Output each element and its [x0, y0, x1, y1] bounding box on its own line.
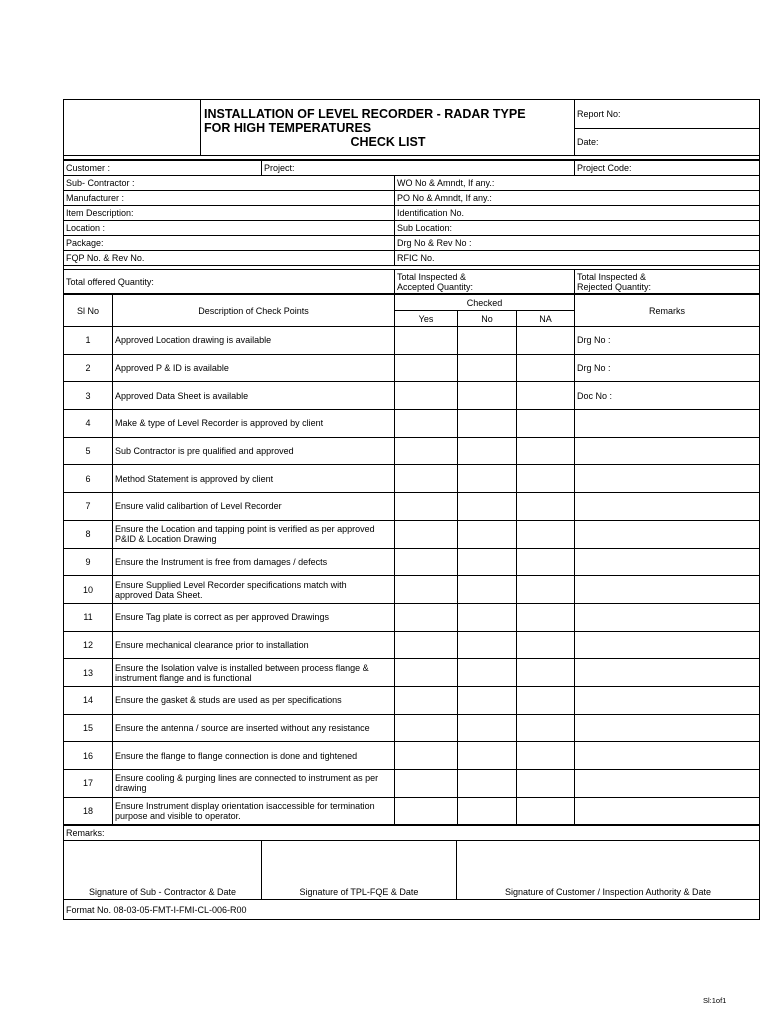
table-row — [64, 437, 760, 465]
row-na — [517, 576, 575, 604]
rfic-no-label: RFIC No. — [395, 251, 760, 266]
row-yes — [395, 354, 458, 382]
row-number: 1 — [64, 327, 113, 355]
row-no — [458, 382, 517, 410]
total-rejected-label — [575, 270, 760, 294]
row-description — [113, 382, 395, 410]
row-na — [517, 631, 575, 659]
row-description — [113, 493, 395, 521]
col-checked: Checked — [395, 295, 575, 311]
row-description-line-1: Ensure the gasket & studs are used as per specifications — [115, 695, 342, 706]
row-no — [458, 603, 517, 631]
table-row — [64, 493, 760, 521]
row-remark — [575, 797, 760, 825]
row-description — [113, 327, 395, 355]
row-no — [458, 437, 517, 465]
row-description-line-2: instrument flange and is functional — [115, 672, 252, 683]
row-number: 7 — [64, 493, 113, 521]
drg-no-label: Drg No & Rev No : — [395, 236, 760, 251]
row-no — [458, 576, 517, 604]
row-yes — [395, 714, 458, 742]
row-description-line-1: Ensure Instrument display orientation isaccessible for termination — [115, 801, 375, 812]
identification-no-label: Identification No. — [395, 206, 760, 221]
package-label: Package: — [64, 236, 395, 251]
row-yes — [395, 576, 458, 604]
row-yes — [395, 465, 458, 493]
row-na — [517, 327, 575, 355]
row-na — [517, 520, 575, 548]
row-no — [458, 465, 517, 493]
row-description-line-1: Ensure valid calibartion of Level Recorder — [115, 501, 282, 512]
title-line-1: INSTALLATION OF LEVEL RECORDER - RADAR TYPE — [204, 106, 526, 121]
project-label: Project: — [262, 161, 575, 176]
format-no: Format No. 08-03-05-FMT-I-FMI-CL-006-R00 — [64, 900, 760, 920]
row-remark: Doc No : — [575, 382, 760, 410]
row-yes — [395, 659, 458, 687]
row-remark — [575, 659, 760, 687]
row-description-line-1: Make & type of Level Recorder is approved by client — [115, 418, 324, 429]
row-description — [113, 437, 395, 465]
checklist-table — [63, 294, 760, 825]
row-na — [517, 410, 575, 438]
row-number: 4 — [64, 410, 113, 438]
row-na — [517, 797, 575, 825]
table-row — [64, 382, 760, 410]
total-offered-label: Total offered Quantity: — [64, 270, 395, 294]
report-no-label: Report No: — [575, 100, 760, 129]
total-accepted-line-1: Total Inspected & — [397, 271, 467, 282]
row-description — [113, 410, 395, 438]
table-row — [64, 797, 760, 825]
col-remarks: Remarks — [575, 295, 760, 327]
table-row — [64, 770, 760, 798]
row-remark: Drg No : — [575, 354, 760, 382]
row-no — [458, 410, 517, 438]
total-rejected-line-2: Rejected Quantity: — [577, 281, 652, 292]
row-description — [113, 659, 395, 687]
row-remark — [575, 631, 760, 659]
row-remark — [575, 548, 760, 576]
signature-customer: Signature of Customer / Inspection Authority & Date — [457, 841, 760, 900]
table-row — [64, 520, 760, 548]
row-remark — [575, 603, 760, 631]
title-line-3: CHECK LIST — [350, 134, 426, 149]
row-yes — [395, 742, 458, 770]
row-description — [113, 797, 395, 825]
row-na — [517, 603, 575, 631]
col-description: Description of Check Points — [113, 295, 395, 327]
row-yes — [395, 327, 458, 355]
row-no — [458, 327, 517, 355]
table-row — [64, 742, 760, 770]
row-remark — [575, 465, 760, 493]
sub-contractor-label: Sub- Contractor : — [64, 176, 395, 191]
row-no — [458, 742, 517, 770]
row-number: 2 — [64, 354, 113, 382]
row-na — [517, 465, 575, 493]
row-number: 13 — [64, 659, 113, 687]
row-number: 6 — [64, 465, 113, 493]
row-no — [458, 714, 517, 742]
row-remark — [575, 742, 760, 770]
table-row — [64, 659, 760, 687]
row-description — [113, 520, 395, 548]
row-number: 8 — [64, 520, 113, 548]
row-description-line-1: Ensure the Instrument is free from damages / defects — [115, 556, 328, 567]
row-description-line-1: Approved Location drawing is available — [115, 335, 272, 346]
table-row — [64, 354, 760, 382]
row-description — [113, 742, 395, 770]
row-yes — [395, 603, 458, 631]
row-remark — [575, 437, 760, 465]
row-na — [517, 437, 575, 465]
location-label: Location : — [64, 221, 395, 236]
signature-table — [63, 825, 760, 920]
table-row — [64, 714, 760, 742]
row-no — [458, 770, 517, 798]
row-description-line-2: purpose and visible to operator. — [115, 811, 241, 822]
row-remark: Drg No : — [575, 327, 760, 355]
wo-no-label: WO No & Amndt, If any.: — [395, 176, 760, 191]
document-title — [201, 100, 575, 156]
remarks-label: Remarks: — [64, 826, 760, 841]
row-number: 15 — [64, 714, 113, 742]
row-yes — [395, 520, 458, 548]
row-description — [113, 714, 395, 742]
row-na — [517, 382, 575, 410]
row-yes — [395, 797, 458, 825]
item-description-label: Item Description: — [64, 206, 395, 221]
po-no-label: PO No & Amndt, If any.: — [395, 191, 760, 206]
table-row — [64, 631, 760, 659]
row-description-line-1: Ensure cooling & purging lines are connected to instrument as per — [115, 773, 379, 784]
row-na — [517, 714, 575, 742]
row-description — [113, 603, 395, 631]
col-na: NA — [517, 311, 575, 327]
row-description-line-1: Sub Contractor is pre qualified and approved — [115, 446, 294, 457]
row-yes — [395, 631, 458, 659]
row-number: 9 — [64, 548, 113, 576]
table-row — [64, 686, 760, 714]
sub-location-label: Sub Location: — [395, 221, 760, 236]
row-no — [458, 797, 517, 825]
row-remark — [575, 520, 760, 548]
row-remark — [575, 770, 760, 798]
row-yes — [395, 410, 458, 438]
row-no — [458, 686, 517, 714]
row-description — [113, 354, 395, 382]
row-no — [458, 659, 517, 687]
row-remark — [575, 576, 760, 604]
row-yes — [395, 493, 458, 521]
row-remark — [575, 714, 760, 742]
row-yes — [395, 770, 458, 798]
manufacturer-label: Manufacturer : — [64, 191, 395, 206]
row-description-line-2: drawing — [115, 783, 147, 794]
total-accepted-label — [395, 270, 575, 294]
row-no — [458, 493, 517, 521]
row-description-line-1: Ensure the Location and tapping point is verified as per approved — [115, 524, 375, 535]
table-row — [64, 576, 760, 604]
row-remark — [575, 410, 760, 438]
row-na — [517, 493, 575, 521]
total-accepted-line-2: Accepted Quantity: — [397, 281, 474, 292]
row-description-line-1: Approved P & ID is available — [115, 363, 229, 374]
row-remark — [575, 686, 760, 714]
row-na — [517, 659, 575, 687]
row-number: 10 — [64, 576, 113, 604]
sheet-number: Sl:1of1 — [703, 996, 727, 1005]
row-na — [517, 548, 575, 576]
row-number: 17 — [64, 770, 113, 798]
checklist-sheet — [63, 99, 759, 920]
row-na — [517, 354, 575, 382]
row-description — [113, 465, 395, 493]
row-description — [113, 576, 395, 604]
table-row — [64, 548, 760, 576]
table-row — [64, 410, 760, 438]
row-number: 12 — [64, 631, 113, 659]
header-table — [63, 99, 760, 160]
total-rejected-line-1: Total Inspected & — [577, 271, 647, 282]
row-yes — [395, 437, 458, 465]
row-description — [113, 631, 395, 659]
row-number: 14 — [64, 686, 113, 714]
row-description — [113, 770, 395, 798]
row-na — [517, 770, 575, 798]
fqp-no-label: FQP No. & Rev No. — [64, 251, 395, 266]
info-table — [63, 160, 760, 294]
row-no — [458, 520, 517, 548]
row-description-line-1: Ensure the flange to flange connection is done and tightened — [115, 750, 358, 761]
col-sl-no: Sl No — [64, 295, 113, 327]
table-row — [64, 465, 760, 493]
row-description-line-1: Method Statement is approved by client — [115, 473, 274, 484]
col-no: No — [458, 311, 517, 327]
project-code-label: Project Code: — [575, 161, 760, 176]
row-na — [517, 686, 575, 714]
row-no — [458, 354, 517, 382]
row-no — [458, 631, 517, 659]
signature-sub-contractor: Signature of Sub - Contractor & Date — [64, 841, 262, 900]
logo-cell — [64, 100, 201, 156]
row-number: 16 — [64, 742, 113, 770]
row-description-line-1: Ensure Tag plate is correct as per approved Drawings — [115, 612, 329, 623]
row-no — [458, 548, 517, 576]
table-row — [64, 327, 760, 355]
row-yes — [395, 382, 458, 410]
row-yes — [395, 686, 458, 714]
row-description-line-2: P&ID & Location Drawing — [115, 534, 217, 545]
row-number: 5 — [64, 437, 113, 465]
row-remark — [575, 493, 760, 521]
row-description-line-1: Ensure the antenna / source are inserted without any resistance — [115, 722, 370, 733]
row-description-line-1: Ensure the Isolation valve is installed between process flange & — [115, 662, 369, 673]
date-label: Date: — [575, 129, 760, 156]
row-number: 11 — [64, 603, 113, 631]
row-description — [113, 548, 395, 576]
row-yes — [395, 548, 458, 576]
signature-tpl: Signature of TPL-FQE & Date — [262, 841, 457, 900]
row-number: 18 — [64, 797, 113, 825]
col-yes: Yes — [395, 311, 458, 327]
customer-label: Customer : — [64, 161, 262, 176]
row-description — [113, 686, 395, 714]
row-number: 3 — [64, 382, 113, 410]
checklist-rows — [64, 327, 760, 825]
row-description-line-1: Ensure mechanical clearance prior to installation — [115, 639, 309, 650]
row-description-line-1: Approved Data Sheet is available — [115, 390, 249, 401]
title-line-2: FOR HIGH TEMPERATURES — [204, 120, 372, 135]
row-description-line-1: Ensure Supplied Level Recorder specifications match with — [115, 579, 347, 590]
table-row — [64, 603, 760, 631]
row-na — [517, 742, 575, 770]
row-description-line-2: approved Data Sheet. — [115, 589, 203, 600]
